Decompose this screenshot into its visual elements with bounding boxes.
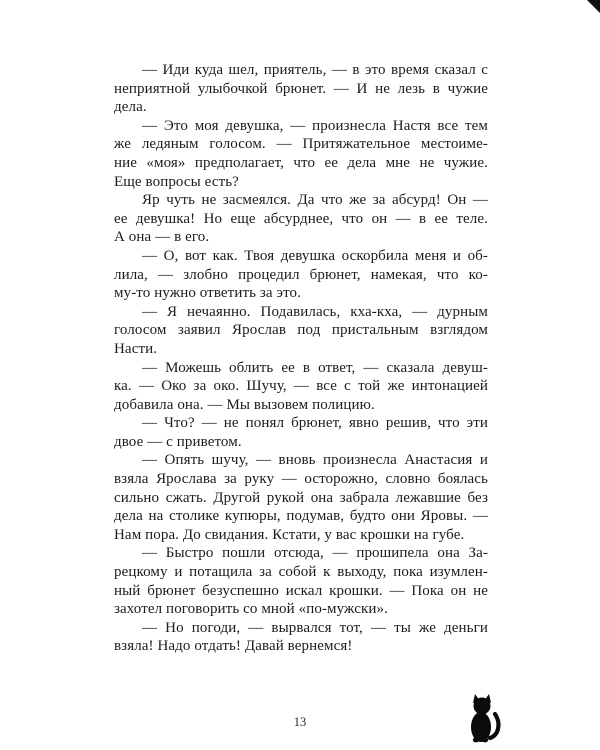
text-line: Яр чуть не засмеялся. Да что же за абсурд! Он — [142, 192, 488, 209]
text-line: захотел поговорить со мной «по-мужски». [114, 601, 388, 618]
text-line: ее девушка! Но еще абсурднее, что он — в ее теле. [114, 210, 488, 227]
text-line: — Но погоди, — вырвался тот, — ты же деньги [142, 619, 488, 636]
text-line: Нам пора. До свидания. Кстати, у вас крошки на губе. [114, 526, 465, 543]
cat-icon [465, 693, 501, 743]
page-number: 13 [293, 715, 307, 729]
paragraph [114, 303, 488, 359]
text-line: рецкому и потащила за собой к выходу, пока изумлен- [114, 564, 488, 581]
text-line: дела на столике купюры, подумав, будто они Яровы. — [114, 508, 488, 525]
text-line: ние «моя» предполагает, что ее дела мне не чужие. [114, 154, 488, 171]
paragraph [114, 414, 488, 451]
text-line: Еще вопросы есть? [114, 173, 239, 190]
text-line: му-то нужно ответить за это. [114, 285, 301, 302]
paragraph [114, 359, 488, 415]
paragraph [114, 117, 488, 191]
corner-mark [587, 0, 600, 13]
text-line: взяла! Надо отдать! Давай вернемся! [114, 638, 353, 655]
text-line: — Опять шучу, — вновь произнесла Анастасия и [142, 452, 488, 469]
paragraph [114, 191, 488, 247]
text-line: — О, вот как. Твоя девушка оскорбила меня и об- [142, 247, 488, 264]
text-line: А она — в его. [114, 229, 210, 246]
text-line: добавила она. — Мы вызовем полицию. [114, 396, 375, 413]
paragraph [114, 619, 488, 656]
text-line: — Я нечаянно. Подавилась, кха-кха, — дурным [142, 303, 488, 320]
text-line: — Что? — не понял брюнет, явно решив, что эти [142, 415, 488, 432]
text-line: ка. — Око за око. Шучу, — все с той же интонацией [114, 378, 488, 395]
text-line: же ледяным голосом. — Притяжательное местоиме- [114, 136, 488, 153]
paragraph [114, 247, 488, 303]
text-line: лила, — злобно процедил брюнет, намекая, что ко- [114, 266, 488, 283]
text-line: — Иди куда шел, приятель, — в это время сказал с [142, 62, 488, 78]
text-line: — Можешь облить ее в ответ, — сказала девуш- [142, 359, 488, 376]
text-line: ный брюнет безуспешно искал крошки. — Пока он не [114, 582, 488, 599]
text-line: неприятной улыбочкой брюнет. — И не лезь в чужие [114, 80, 488, 97]
text-line: — Это моя девушка, — произнесла Настя все тем [142, 117, 488, 134]
text-line: Насти. [114, 340, 158, 357]
text-line: сильно сжать. Другой рукой она забрала лежавшие без [114, 489, 488, 506]
text-line: дела. [114, 99, 147, 116]
paragraph [114, 451, 488, 544]
paragraph [114, 61, 488, 117]
text-line: — Быстро пошли отсюда, — прошипела она За- [142, 545, 488, 562]
text-block [114, 61, 488, 656]
text-line: двое — с приветом. [114, 433, 242, 450]
text-line: голосом заявил Ярослав под пристальным взглядом [114, 322, 488, 339]
text-line: взяла Ярослава за руку — осторожно, словно боялась [114, 471, 488, 488]
paragraph [114, 544, 488, 618]
